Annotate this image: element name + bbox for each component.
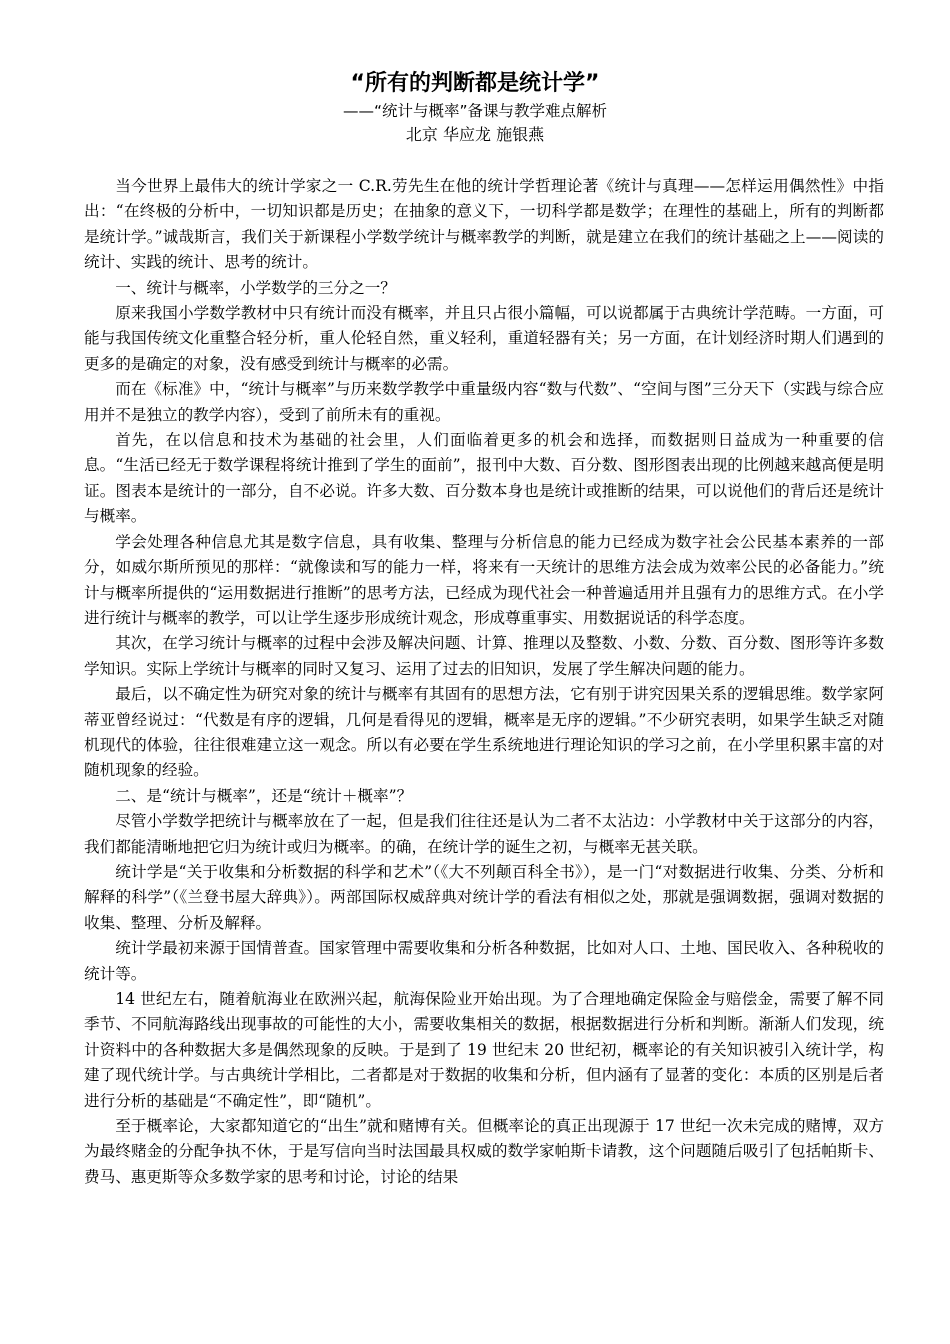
paragraph: 学会处理各种信息尤其是数字信息，具有收集、整理与分析信息的能力已经成为数字社会公民基本素养的一部分，如威尔斯所预见的那样：“就像读和写的能力一样，将来有一天统计的思维方法会成为效率公民的必备能力。”统计与概率所提供的“运用数据进行推断”的思考方法，已经成为现代社会一种普遍适用并且强有力的思维方式。在小学进行统计与概率的教学，可以让学生逐步形成统计观念，形成尊重事实、用数据说话的科学态度。 (84, 532, 884, 627)
paragraph: 当今世界上最伟大的统计学家之一 C.R.劳先生在他的统计学哲理论著《统计与真理——怎样运用偶然性》中指出：“在终极的分析中，一切知识都是历史；在抽象的意义下，一切科学都是数学；在理性的基础上，所有的判断都是统计学。”诚哉斯言，我们关于新课程小学数学统计与概率教学的判断，就是建立在我们的统计基础之上——阅读的统计、实践的统计、思考的统计。 (84, 177, 884, 272)
paragraph: 最后，以不确定性为研究对象的统计与概率有其固有的思想方法，它有别于讲究因果关系的逻辑思维。数学家阿蒂亚曾经说过：“代数是有序的逻辑，几何是看得见的逻辑，概率是无序的逻辑。”不少研究表明，如果学生缺乏对随机现代的体验，往往很难建立这一观念。所以有必要在学生系统地进行理论知识的学习之前，在小学里积累丰富的对随机现象的经验。 (84, 685, 884, 780)
paragraph: 而在《标准》中，“统计与概率”与历来数学教学中重量级内容“数与代数”、“空间与图”三分天下（实践与综合应用并不是独立的教学内容），受到了前所未有的重视。 (84, 380, 884, 424)
paragraph: 尽管小学数学把统计与概率放在了一起，但是我们往往还是认为二者不太沾边：小学教材中关于这部分的内容，我们都能清晰地把它归为统计或归为概率。的确，在统计学的诞生之初，与概率无甚关联。 (84, 812, 884, 856)
paragraph: 14 世纪左右，随着航海业在欧洲兴起，航海保险业开始出现。为了合理地确定保险金与赔偿金，需要了解不同季节、不同航海路线出现事故的可能性的大小，需要收集相关的数据，根据数据进行分析和判断。渐渐人们发现，统计资料中的各种数据大多是偶然现象的反映。于是到了 19 世纪末 20 世纪初，概率论的有关知识被引入统计学，构建了现代统计学。与古典统计学相比，二者都是对于数据的收集和分析，但内涵有了显著的变化：本质的区别是后者进行分析的基础是“不确定性”，即“随机”。 (84, 990, 884, 1110)
document-subtitle: ——“统计与概率”备课与教学难点解析 (342, 102, 608, 120)
paragraph: 统计学是“关于收集和分析数据的科学和艺术”（《大不列颠百科全书》），是一门“对数据进行收集、分类、分析和解释的科学”（《兰登书屋大辞典》）。两部国际权威辞典对统计学的看法有相似之处，那就是强调数据，强调对数据的收集、整理、分析及解释。 (84, 862, 884, 932)
document-authors: 北京 华应龙 施银燕 (405, 125, 545, 144)
section-heading: 二、是“统计与概率”，还是“统计＋概率”？ (115, 786, 413, 805)
paragraph: 至于概率论，大家都知道它的“出生”就和赌博有关。但概率论的真正出现源于 17 世纪一次未完成的赌博，双方为最终赌金的分配争执不休，于是写信向当时法国最具权威的数学家帕斯卡请教，这个问题随后吸引了包括帕斯卡、费马、惠更斯等众多数学家的思考和讨论，讨论的结果 (84, 1117, 884, 1186)
document-body (84, 174, 884, 1190)
section-heading: 一、统计与概率，小学数学的三分之一？ (115, 278, 396, 297)
document-title: “所有的判断都是统计学” (350, 71, 600, 96)
paragraph: 其次，在学习统计与概率的过程中会涉及解决问题、计算、推理以及整数、小数、分数、百分数、图形等许多数学知识。实际上学统计与概率的同时又复习、运用了过去的旧知识，发展了学生解决问题的能力。 (84, 634, 884, 678)
paragraph: 首先，在以信息和技术为基础的社会里，人们面临着更多的机会和选择，而数据则日益成为一种重要的信息。“生活已经无于数学课程将统计推到了学生的面前”，报刊中大数、百分数、图形图表出现的比例越来越高便是明证。图表本是统计的一部分，自不必说。许多大数、百分数本身也是统计或推断的结果，可以说他们的背后还是统计与概率。 (84, 431, 884, 526)
paragraph: 统计学最初来源于国情普查。国家管理中需要收集和分析各种数据，比如对人口、土地、国民收入、各种税收的统计等。 (84, 939, 884, 983)
paragraph: 原来我国小学数学教材中只有统计而没有概率，并且只占很小篇幅，可以说都属于古典统计学范畴。一方面，可能与我国传统文化重整合轻分析，重人伦轻自然，重义轻利，重道轻器有关；另一方面，在计划经济时期人们遇到的更多的是确定的对象，没有感受到统计与概率的必需。 (84, 304, 884, 373)
